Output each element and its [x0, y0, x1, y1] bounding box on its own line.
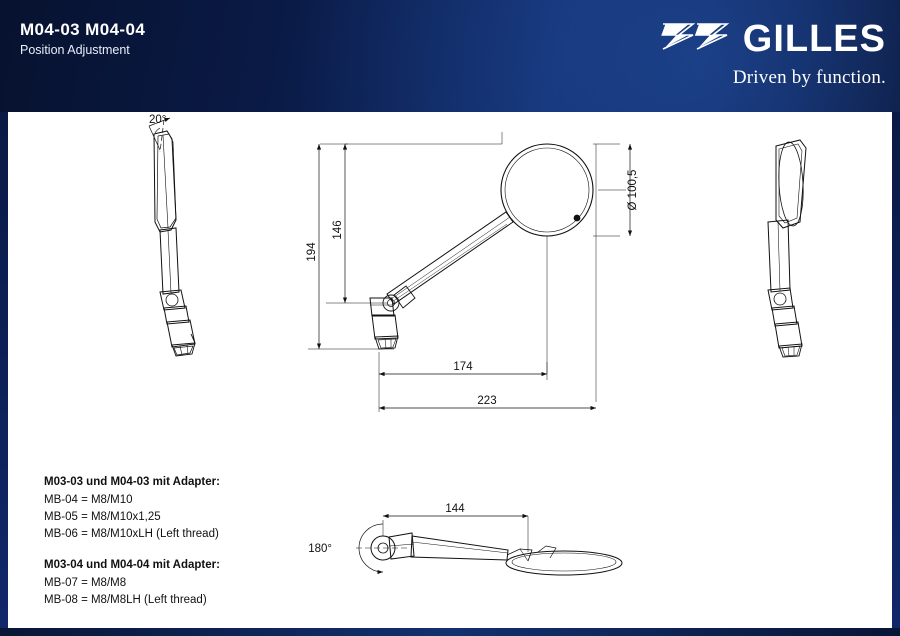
brand-block	[659, 16, 886, 89]
legend-item: MB-04 = M8/M10	[44, 494, 133, 506]
dim-length-total: 223	[477, 395, 497, 407]
page-title: M04-03 M04-04	[20, 20, 146, 39]
legend-item: MB-07 = M8/M8	[44, 577, 127, 589]
legend-item: MB-05 = M8/M10x1,25	[44, 511, 161, 523]
dim-height-arm: 146	[332, 220, 344, 240]
dim-angle-bottom: 180°	[308, 543, 332, 555]
dim-length-bottom: 144	[445, 503, 465, 515]
legend-item: MB-06 = M8/M10xLH (Left thread)	[44, 528, 219, 540]
adapter-legend	[44, 474, 374, 623]
gilles-double-chevron-logo-icon	[659, 16, 733, 61]
dim-diameter: Ø 100,5	[627, 169, 639, 211]
frame-bottom-border	[0, 628, 900, 636]
frame-left-border	[0, 112, 8, 628]
drawing-body	[8, 112, 892, 628]
dim-angle-left: 20°	[149, 114, 167, 126]
top-view-rotation	[356, 516, 622, 575]
dim-length-arm: 174	[453, 361, 473, 373]
legend-item: MB-08 = M8/M8LH (Left thread)	[44, 594, 207, 606]
left-side-view	[149, 118, 195, 356]
sheet-header	[0, 0, 900, 112]
frame-right-border	[892, 112, 900, 628]
legend-heading-1: M03-03 und M04-03 mit Adapter:	[44, 476, 220, 488]
right-side-view	[768, 140, 806, 357]
brand-tagline: Driven by function.	[732, 67, 886, 88]
title-block	[20, 20, 145, 58]
page-subtitle: Position Adjustment	[20, 43, 130, 57]
legend-block-1	[44, 474, 374, 543]
legend-block-2	[44, 557, 374, 609]
legend-heading-2: M03-04 und M04-04 mit Adapter:	[44, 559, 220, 571]
dim-height-total: 194	[306, 242, 318, 262]
brand-name: GILLES	[742, 17, 886, 60]
